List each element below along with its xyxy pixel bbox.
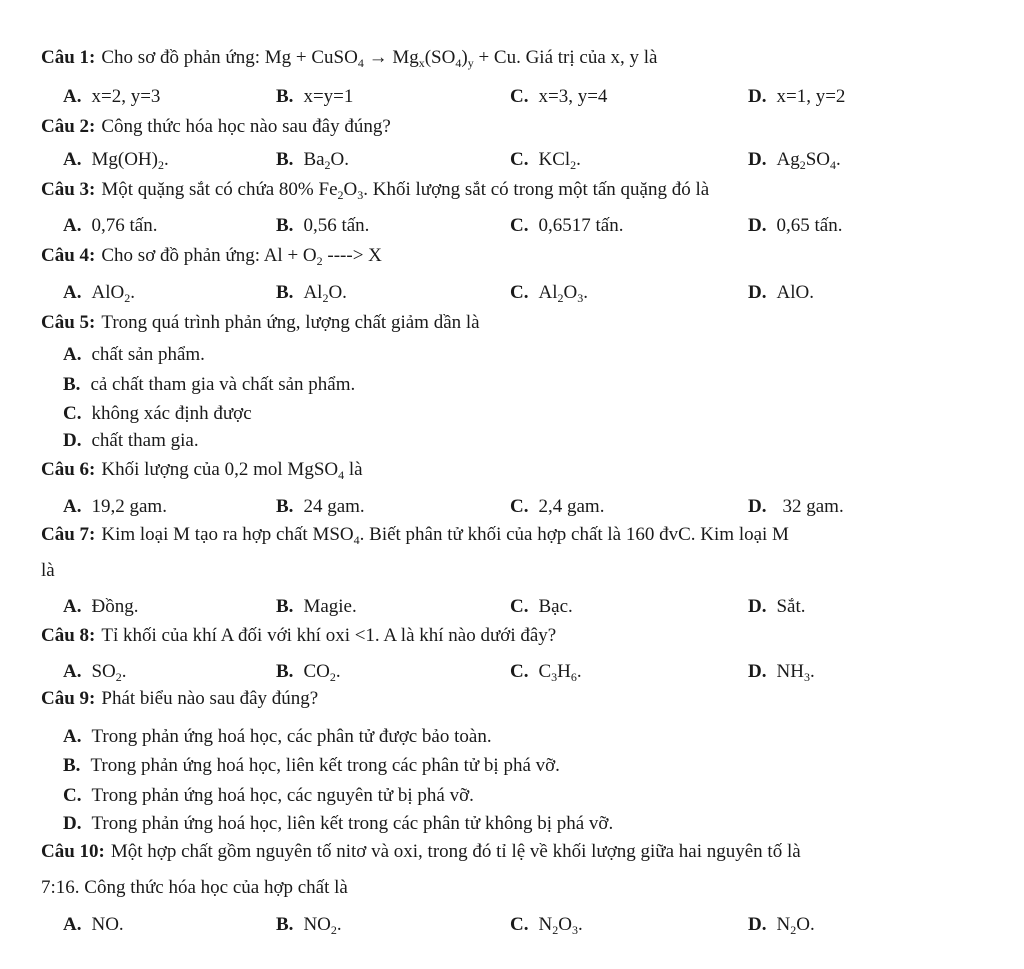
option-a[interactable] bbox=[63, 345, 205, 364]
option-a[interactable] bbox=[63, 282, 135, 305]
subscript: 2 bbox=[570, 158, 577, 172]
subscript: 2 bbox=[790, 923, 797, 937]
option-text: O. bbox=[328, 282, 347, 303]
option-label: A. bbox=[63, 726, 82, 747]
option-text: chất sản phẩm. bbox=[91, 344, 205, 365]
option-text: Trong phản ứng hoá học, các nguyên tử bị phá vỡ. bbox=[91, 785, 474, 806]
option-label: B. bbox=[276, 596, 294, 617]
option-label: A. bbox=[63, 344, 82, 365]
option-text: 0,56 tấn. bbox=[303, 215, 370, 236]
option-label: D. bbox=[748, 661, 767, 682]
option-b[interactable] bbox=[63, 756, 560, 775]
option-label: C. bbox=[510, 914, 529, 935]
option-text: Sắt. bbox=[776, 596, 806, 617]
question-label: Câu 1: bbox=[41, 47, 96, 68]
option-b[interactable] bbox=[276, 149, 350, 172]
option-label: D. bbox=[748, 215, 767, 236]
question-10 bbox=[41, 842, 801, 861]
question-7 bbox=[41, 524, 789, 547]
question-7-continuation: là bbox=[41, 560, 55, 581]
option-text: x=3, y=4 bbox=[538, 86, 608, 107]
question-text: + Cu. Giá trị của x, y là bbox=[473, 47, 658, 68]
option-label: C. bbox=[510, 215, 529, 236]
option-b[interactable] bbox=[276, 597, 357, 616]
option-b[interactable] bbox=[63, 375, 355, 394]
subscript: 4 bbox=[455, 56, 462, 70]
option-text: N bbox=[538, 914, 553, 935]
option-label: D. bbox=[748, 496, 767, 517]
option-text: H bbox=[557, 661, 571, 682]
subscript: x bbox=[418, 56, 425, 70]
option-a[interactable] bbox=[63, 727, 492, 746]
option-text: . bbox=[576, 661, 582, 682]
option-text: . bbox=[336, 914, 342, 935]
option-b[interactable] bbox=[276, 914, 342, 937]
option-text: . bbox=[836, 149, 841, 170]
option-label: A. bbox=[63, 496, 82, 517]
option-label: A. bbox=[63, 282, 82, 303]
option-a[interactable] bbox=[63, 216, 157, 235]
option-b[interactable] bbox=[276, 87, 353, 106]
option-d[interactable] bbox=[748, 661, 815, 684]
subscript: 4 bbox=[338, 468, 345, 482]
option-text: Al bbox=[538, 282, 558, 303]
option-text: O bbox=[558, 914, 572, 935]
subscript: 2 bbox=[329, 670, 336, 684]
question-text: là bbox=[344, 459, 363, 480]
option-c[interactable] bbox=[510, 914, 583, 937]
option-text: x=1, y=2 bbox=[776, 86, 846, 107]
option-a[interactable] bbox=[63, 597, 138, 616]
option-c[interactable] bbox=[510, 282, 588, 305]
subscript: 4 bbox=[353, 533, 360, 547]
question-text: Khối lượng của 0,2 mol MgSO bbox=[101, 459, 339, 480]
option-text: 32 gam. bbox=[782, 496, 844, 517]
option-text: 2,4 gam. bbox=[538, 496, 605, 517]
option-b[interactable] bbox=[276, 282, 347, 305]
option-c[interactable] bbox=[510, 149, 581, 172]
subscript: 2 bbox=[337, 188, 344, 202]
subscript: 2 bbox=[124, 291, 131, 305]
option-label: B. bbox=[276, 914, 294, 935]
question-text: ) bbox=[461, 47, 468, 68]
option-text: KCl bbox=[538, 149, 571, 170]
option-label: A. bbox=[63, 596, 82, 617]
question-4 bbox=[41, 245, 382, 268]
option-label: B. bbox=[276, 215, 294, 236]
option-text: x=y=1 bbox=[303, 86, 354, 107]
option-label: B. bbox=[63, 755, 81, 776]
option-label: C. bbox=[63, 403, 82, 424]
option-text: NO bbox=[303, 914, 331, 935]
option-label: B. bbox=[276, 661, 294, 682]
subscript: 2 bbox=[322, 291, 329, 305]
option-label: C. bbox=[510, 661, 529, 682]
option-label: D. bbox=[748, 86, 767, 107]
option-text: 0,6517 tấn. bbox=[538, 215, 624, 236]
option-label: C. bbox=[63, 785, 82, 806]
question-text: (SO bbox=[424, 47, 456, 68]
option-text: . bbox=[577, 914, 583, 935]
question-text: Cho sơ đồ phản ứng: Mg + CuSO bbox=[101, 47, 358, 68]
option-text: Ba bbox=[303, 149, 325, 170]
question-text: Phát biểu nào sau đây đúng? bbox=[101, 688, 319, 709]
option-label: C. bbox=[510, 149, 529, 170]
option-text: Al bbox=[303, 282, 323, 303]
question-label: Câu 9: bbox=[41, 688, 96, 709]
option-d[interactable] bbox=[63, 814, 613, 833]
question-text: Cho sơ đồ phản ứng: Al + O bbox=[101, 245, 317, 266]
option-text: không xác định được bbox=[91, 403, 252, 424]
option-d[interactable] bbox=[748, 216, 842, 235]
question-text: Một quặng sắt có chứa 80% Fe bbox=[101, 179, 338, 200]
subscript: 4 bbox=[357, 56, 364, 70]
option-label: B. bbox=[276, 496, 294, 517]
question-label: Câu 7: bbox=[41, 524, 96, 545]
question-9 bbox=[41, 689, 318, 708]
option-text: . bbox=[576, 149, 581, 170]
option-c[interactable] bbox=[510, 661, 582, 684]
option-d[interactable] bbox=[748, 914, 815, 937]
option-label: C. bbox=[510, 86, 529, 107]
option-text: Trong phản ứng hoá học, liên kết trong các phân tử bị phá vỡ. bbox=[90, 755, 560, 776]
question-text: Một hợp chất gồm nguyên tố nitơ và oxi, trong đó tỉ lệ về khối lượng giữa hai nguyên tố là bbox=[110, 841, 801, 862]
option-b[interactable] bbox=[276, 216, 369, 235]
question-1 bbox=[41, 47, 658, 70]
option-text: . bbox=[163, 149, 169, 170]
option-text: . bbox=[121, 661, 127, 682]
question-text: → Mg bbox=[363, 47, 419, 68]
option-d[interactable] bbox=[748, 283, 814, 302]
question-10-continuation: 7:16. Công thức hóa học của hợp chất là bbox=[41, 877, 348, 898]
option-a[interactable] bbox=[63, 149, 169, 172]
option-label: D. bbox=[748, 914, 767, 935]
subscript: 3 bbox=[803, 670, 810, 684]
subscript: 3 bbox=[551, 670, 558, 684]
question-text: . Khối lượng sắt có trong một tấn quặng đó là bbox=[363, 179, 710, 200]
question-label: Câu 4: bbox=[41, 245, 96, 266]
option-label: D. bbox=[63, 813, 82, 834]
question-text: Tỉ khối của khí A đối với khí oxi <1. A là khí nào dưới đây? bbox=[101, 625, 557, 646]
option-text: 19,2 gam. bbox=[91, 496, 167, 517]
option-text: O bbox=[563, 282, 578, 303]
option-c[interactable] bbox=[63, 404, 252, 423]
option-label: A. bbox=[63, 215, 82, 236]
option-label: A. bbox=[63, 661, 82, 682]
option-text: cả chất tham gia và chất sản phẩm. bbox=[90, 374, 356, 395]
option-label: C. bbox=[510, 596, 529, 617]
option-d[interactable] bbox=[748, 149, 841, 172]
option-text: . bbox=[809, 661, 815, 682]
option-label: B. bbox=[63, 374, 81, 395]
option-text: 0,65 tấn. bbox=[776, 215, 843, 236]
option-text: . bbox=[583, 282, 588, 303]
option-text: x=2, y=3 bbox=[91, 86, 161, 107]
question-text: ----> X bbox=[322, 245, 382, 266]
option-label: B. bbox=[276, 282, 294, 303]
option-text: . bbox=[335, 661, 341, 682]
option-label: A. bbox=[63, 86, 82, 107]
option-text: Magie. bbox=[303, 596, 357, 617]
option-a[interactable] bbox=[63, 915, 124, 934]
subscript: 2 bbox=[115, 670, 122, 684]
option-label: A. bbox=[63, 149, 82, 170]
option-d[interactable] bbox=[748, 87, 845, 106]
option-c[interactable] bbox=[510, 597, 573, 616]
option-text: C bbox=[538, 661, 552, 682]
subscript: 2 bbox=[557, 291, 564, 305]
question-3 bbox=[41, 179, 710, 202]
question-5 bbox=[41, 313, 480, 332]
option-text: CO bbox=[303, 661, 330, 682]
option-d[interactable] bbox=[748, 597, 806, 616]
question-6 bbox=[41, 459, 363, 482]
question-text: Kim loại M tạo ra hợp chất MSO bbox=[101, 524, 354, 545]
subscript: 3 bbox=[357, 188, 364, 202]
option-text: SO bbox=[91, 661, 116, 682]
subscript: y bbox=[467, 56, 474, 70]
option-text: AlO. bbox=[776, 282, 814, 303]
question-label: Câu 2: bbox=[41, 116, 96, 137]
option-text: O. bbox=[796, 914, 815, 935]
option-text: Bạc. bbox=[538, 596, 573, 617]
subscript: 2 bbox=[316, 254, 323, 268]
question-text: O bbox=[343, 179, 358, 200]
option-c[interactable] bbox=[63, 786, 474, 805]
option-text: 24 gam. bbox=[303, 496, 365, 517]
subscript: 4 bbox=[830, 158, 837, 172]
question-text: Trong quá trình phản ứng, lượng chất giảm dần là bbox=[101, 312, 480, 333]
subscript: 3 bbox=[571, 923, 578, 937]
question-label: Câu 10: bbox=[41, 841, 105, 862]
option-text: N bbox=[776, 914, 791, 935]
question-text: . Biết phân tử khối của hợp chất là 160 đvC. Kim loại M bbox=[359, 524, 789, 545]
option-text: Mg(OH) bbox=[91, 149, 158, 170]
question-label: Câu 5: bbox=[41, 312, 96, 333]
option-text: Trong phản ứng hoá học, các phân tử được bảo toàn. bbox=[91, 726, 492, 747]
option-c[interactable] bbox=[510, 497, 604, 516]
option-text: chất tham gia. bbox=[91, 430, 199, 451]
option-label: A. bbox=[63, 914, 82, 935]
option-text: NH bbox=[776, 661, 804, 682]
option-text: NO. bbox=[91, 914, 124, 935]
option-b[interactable] bbox=[276, 497, 365, 516]
subscript: 6 bbox=[570, 670, 577, 684]
option-d[interactable] bbox=[63, 431, 199, 450]
subscript: 2 bbox=[552, 923, 559, 937]
question-text: Công thức hóa học nào sau đây đúng? bbox=[101, 116, 391, 137]
option-label: C. bbox=[510, 282, 529, 303]
option-label: B. bbox=[276, 86, 294, 107]
question-8 bbox=[41, 626, 556, 645]
option-text: SO bbox=[805, 149, 831, 170]
option-b[interactable] bbox=[276, 661, 341, 684]
option-a[interactable] bbox=[63, 87, 160, 106]
subscript: 2 bbox=[799, 158, 806, 172]
option-c[interactable] bbox=[510, 87, 607, 106]
option-label: C. bbox=[510, 496, 529, 517]
question-label: Câu 6: bbox=[41, 459, 96, 480]
question-2 bbox=[41, 117, 391, 136]
option-text: 0,76 tấn. bbox=[91, 215, 158, 236]
option-label: D. bbox=[748, 282, 767, 303]
question-label: Câu 8: bbox=[41, 625, 96, 646]
subscript: 2 bbox=[324, 158, 331, 172]
option-a[interactable] bbox=[63, 497, 167, 516]
option-text: AlO bbox=[91, 282, 125, 303]
option-label: D. bbox=[748, 149, 767, 170]
option-label: D. bbox=[748, 596, 767, 617]
option-d[interactable] bbox=[748, 497, 844, 516]
option-text: Ag bbox=[776, 149, 800, 170]
option-label: B. bbox=[276, 149, 294, 170]
option-c[interactable] bbox=[510, 216, 623, 235]
option-text: . bbox=[130, 282, 135, 303]
subscript: 3 bbox=[577, 291, 584, 305]
question-label: Câu 3: bbox=[41, 179, 96, 200]
option-text: Trong phản ứng hoá học, liên kết trong các phân tử không bị phá vỡ. bbox=[91, 813, 614, 834]
option-a[interactable] bbox=[63, 661, 127, 684]
option-label: D. bbox=[63, 430, 82, 451]
option-text: Đồng. bbox=[91, 596, 139, 617]
subscript: 2 bbox=[330, 923, 337, 937]
option-text: O. bbox=[330, 149, 350, 170]
subscript: 2 bbox=[157, 158, 164, 172]
